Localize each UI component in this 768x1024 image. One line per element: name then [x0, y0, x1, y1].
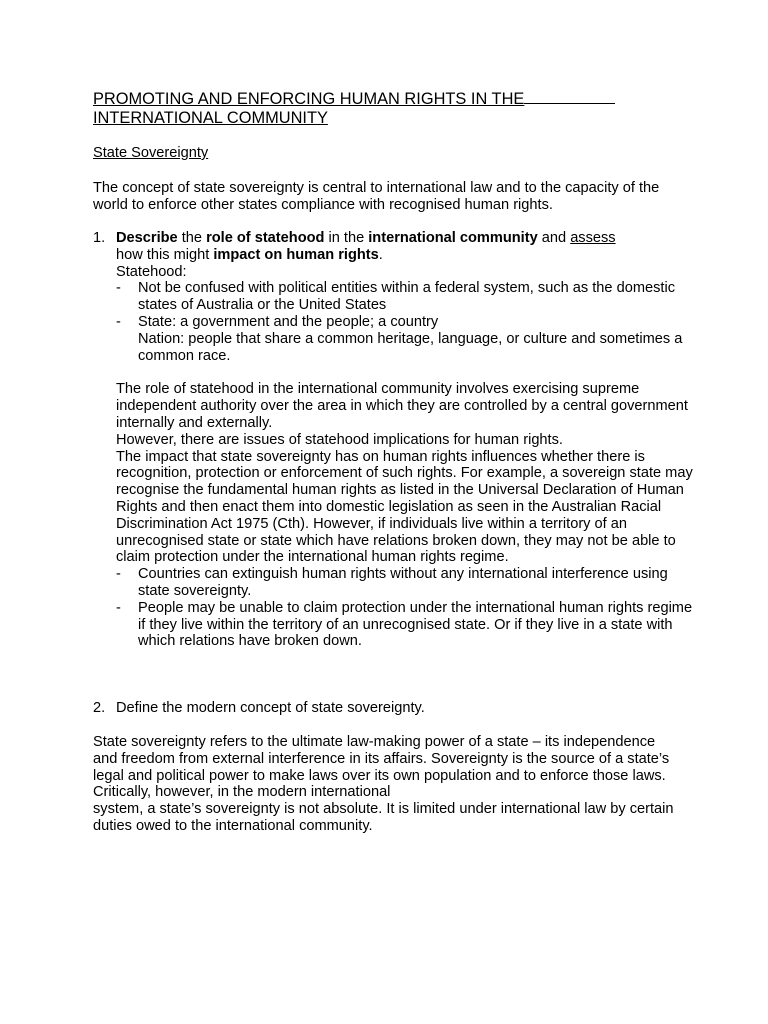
intro-paragraph: The concept of state sovereignty is central to international law and to the capacity of the world to enforce other states compliance with recognised human rights. [93, 180, 660, 213]
question-2-prompt: Define the modern concept of state sovereignty. [116, 700, 425, 716]
question-2 [93, 700, 693, 717]
statehood-role-paragraph: The role of statehood in the international community involves exercising supreme independent authority over the area in which they are controlled by a central government internally and externally. However, there are issues of statehood implications for human rights. The impact that state sovereignty has on human rights influences whether there is recognition, protection or enforcement of such rights. For example, a sovereign state may recognise the fundamental human rights as listed in the Universal Declaration of Human Rights and then enact them into domestic legislation as seen in the Australian Racial Discrimination Act 1975 (Cth). However, if individuals live within a territory of an unrecognised state or state which have relations broken down, they may not be able to claim protection under the international human rights regime. [116, 381, 693, 566]
statehood-list [116, 280, 693, 364]
section-heading: State Sovereignty [93, 145, 209, 161]
question-1-prompt: Describe the role of statehood in the international community and assess how this might impact on human rights. [116, 230, 616, 263]
title-underline-tail [524, 88, 615, 104]
question-2-answer: State sovereignty refers to the ultimate law-making power of a state – its independence and freedom from external interference in its affairs. Sovereignty is the source of a state’s legal and political power to make laws over its own population and to enforce those laws. Critically, however, in the modern international system, a state’s sovereignty is not absolute. It is limited under international law by certain duties owed to the international community. [93, 734, 674, 834]
statehood-label: Statehood: [116, 263, 187, 280]
list-item: - Not be confused with political entities within a federal system, such as the domestic states of Australia or the United States [116, 280, 693, 314]
list-item: - People may be unable to claim protection under the international human rights regime if they live within the territory of an unrecognised state. Or if they live in a state with which relations have broken down. [116, 600, 693, 650]
question-1 [93, 230, 693, 650]
question-1-number: 1. [93, 230, 106, 246]
question-1-body [116, 230, 693, 650]
impact-list [116, 566, 693, 650]
list-item: - Countries can extinguish human rights without any international interference using state sovereignty. [116, 566, 693, 600]
question-2-number: 2. [93, 700, 106, 716]
nation-definition: Nation: people that share a common heritage, language, or culture and sometimes a common race. [138, 330, 683, 364]
page-title [93, 88, 663, 128]
list-item: - State: a government and the people; a country Nation: people that share a common heritage, language, or culture and sometimes a common race. [116, 314, 693, 364]
title-line-1: PROMOTING AND ENFORCING HUMAN RIGHTS IN THE [93, 90, 525, 108]
title-line-2: INTERNATIONAL COMMUNITY [93, 109, 328, 127]
